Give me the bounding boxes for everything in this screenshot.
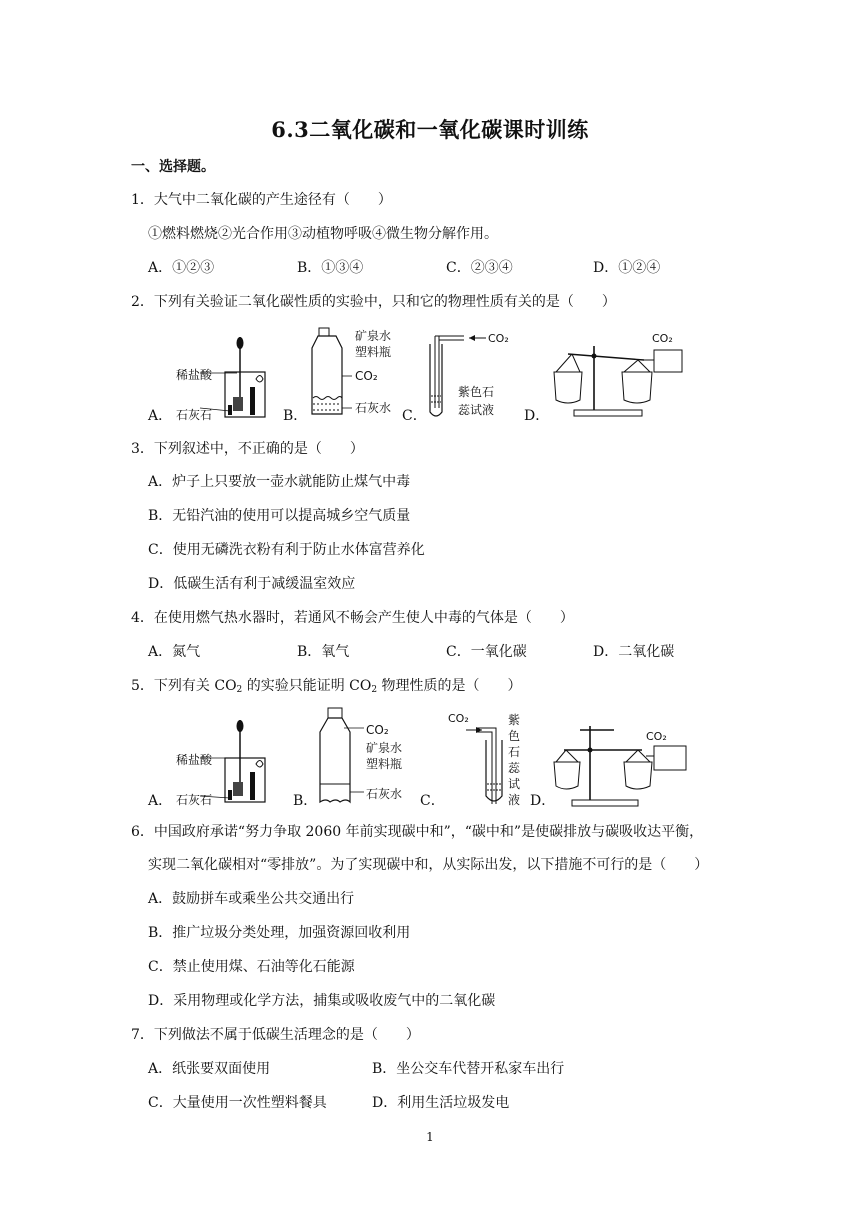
question-4-option-d: D．二氧化碳 xyxy=(593,644,675,660)
stone-label: 石灰石 xyxy=(176,408,213,422)
question-1-option-b: B．①③④ xyxy=(297,260,364,276)
question-1-option-c: C．②③④ xyxy=(446,260,513,276)
section-heading: 一、选择题。 xyxy=(131,159,215,175)
co2-label: CO₂ xyxy=(488,332,509,345)
question-5-stem: 5．下列有关 $CO_2$ 的实验只能证明 $CO_2$ 物理性质的是（ ） xyxy=(131,678,522,695)
litmus-char: 石 xyxy=(508,745,521,759)
balance-diagram xyxy=(546,328,686,420)
acid-label: 稀盐酸 xyxy=(176,368,213,382)
litmus-char: 试 xyxy=(508,777,521,791)
litmus-char: 紫 xyxy=(508,713,521,727)
question-1-option-a: A．①②③ xyxy=(148,260,215,276)
question-5-label-d: D． xyxy=(530,793,556,809)
question-1-items: ①燃料燃烧②光合作用③动植物呼吸④微生物分解作用。 xyxy=(148,226,498,242)
q5-figure-b xyxy=(314,706,414,808)
question-2-label-c: C． xyxy=(402,408,427,424)
question-7-option-d: D．利用生活垃圾发电 xyxy=(372,1095,510,1111)
stone-label: 石灰石 xyxy=(176,793,213,807)
beaker-candles-diagram xyxy=(170,718,280,810)
lime-water-label: 石灰水 xyxy=(355,401,392,415)
question-7-option-a: A．纸张要双面使用 xyxy=(148,1061,271,1077)
q5-figure-a xyxy=(170,718,280,810)
test-tube-diagram xyxy=(446,710,526,810)
question-3-option-b: B．无铅汽油的使用可以提高城乡空气质量 xyxy=(148,508,411,524)
question-1-stem: 1．大气中二氧化碳的产生途径有（ ） xyxy=(131,192,392,208)
bottle-label-2: 塑料瓶 xyxy=(355,345,392,359)
acid-label: 稀盐酸 xyxy=(176,753,213,767)
question-4-option-b: B．氧气 xyxy=(297,644,350,660)
co2-label: CO₂ xyxy=(652,332,673,345)
co2-label: CO₂ xyxy=(355,369,378,383)
question-4-stem: 4．在使用燃气热水器时，若通风不畅会产生使人中毒的气体是（ ） xyxy=(131,610,574,626)
question-3-option-a: A．炉子上只要放一壶水就能防止煤气中毒 xyxy=(148,474,411,490)
question-6-stem-line-1: 6．中国政府承诺“努力争取 2060 年前实现碳中和”，“碳中和”是使碳排放与碳吸收达平衡， xyxy=(131,824,704,840)
plastic-bottle-diagram xyxy=(314,706,414,808)
q2-figure-b xyxy=(300,326,400,418)
litmus-label-1: 紫色石 xyxy=(458,385,495,399)
litmus-char: 蕊 xyxy=(508,761,521,775)
lime-water-label: 石灰水 xyxy=(366,787,403,801)
q2-figure-a xyxy=(170,335,280,425)
balance-diagram xyxy=(550,716,690,808)
litmus-char: 液 xyxy=(508,793,521,807)
q5-figure-d xyxy=(550,716,690,808)
page-title: 6.3二氧化碳和一氧化碳课时训练 xyxy=(271,117,589,142)
q5-figure-c xyxy=(446,710,526,810)
co2-label: CO₂ xyxy=(366,723,389,737)
bottle-label-1: 矿泉水 xyxy=(366,741,403,755)
question-6-option-b: B．推广垃圾分类处理，加强资源回收利用 xyxy=(148,925,411,941)
litmus-label-2: 蕊试液 xyxy=(458,403,495,417)
question-2-label-a: A． xyxy=(148,408,173,424)
bottle-label-2: 塑料瓶 xyxy=(366,757,403,771)
question-1-option-d: D．①②④ xyxy=(593,260,661,276)
co2-label: CO₂ xyxy=(448,712,469,725)
question-7-option-c: C．大量使用一次性塑料餐具 xyxy=(148,1095,327,1111)
beaker-candles-diagram xyxy=(170,335,280,425)
question-3-stem: 3．下列叙述中，不正确的是（ ） xyxy=(131,441,364,457)
question-2-label-b: B． xyxy=(283,408,308,424)
question-7-stem: 7．下列做法不属于低碳生活理念的是（ ） xyxy=(131,1027,420,1043)
q2-figure-d xyxy=(546,328,686,420)
question-2-label-d: D． xyxy=(524,408,550,424)
question-6-option-a: A．鼓励拼车或乘坐公共交通出行 xyxy=(148,891,355,907)
question-3-option-c: C．使用无磷洗衣粉有利于防止水体富营养化 xyxy=(148,542,425,558)
question-6-option-c: C．禁止使用煤、石油等化石能源 xyxy=(148,959,355,975)
litmus-char: 色 xyxy=(508,729,521,743)
question-3-option-d: D．低碳生活有利于减缓温室效应 xyxy=(148,576,356,592)
question-5-label-c: C． xyxy=(420,793,445,809)
question-7-option-b: B．坐公交车代替开私家车出行 xyxy=(372,1061,565,1077)
question-4-option-a: A．氮气 xyxy=(148,644,201,660)
plastic-bottle-diagram xyxy=(300,326,400,418)
question-4-option-c: C．一氧化碳 xyxy=(446,644,527,660)
question-5-label-a: A． xyxy=(148,793,173,809)
question-2-stem: 2．下列有关验证二氧化碳性质的实验中，只和它的物理性质有关的是（ ） xyxy=(131,294,616,310)
page-number: 1 xyxy=(426,1130,434,1144)
co2-label: CO₂ xyxy=(646,730,667,743)
question-6-stem-line-2: 实现二氧化碳相对“零排放”。为了实现碳中和，从实际出发，以下措施不可行的是（ ） xyxy=(148,857,709,873)
q2-figure-c xyxy=(424,330,524,422)
question-5-label-b: B． xyxy=(293,793,318,809)
question-6-option-d: D．采用物理或化学方法，捕集或吸收废气中的二氧化碳 xyxy=(148,993,496,1009)
test-tube-diagram xyxy=(424,330,524,422)
bottle-label-1: 矿泉水 xyxy=(355,329,392,343)
